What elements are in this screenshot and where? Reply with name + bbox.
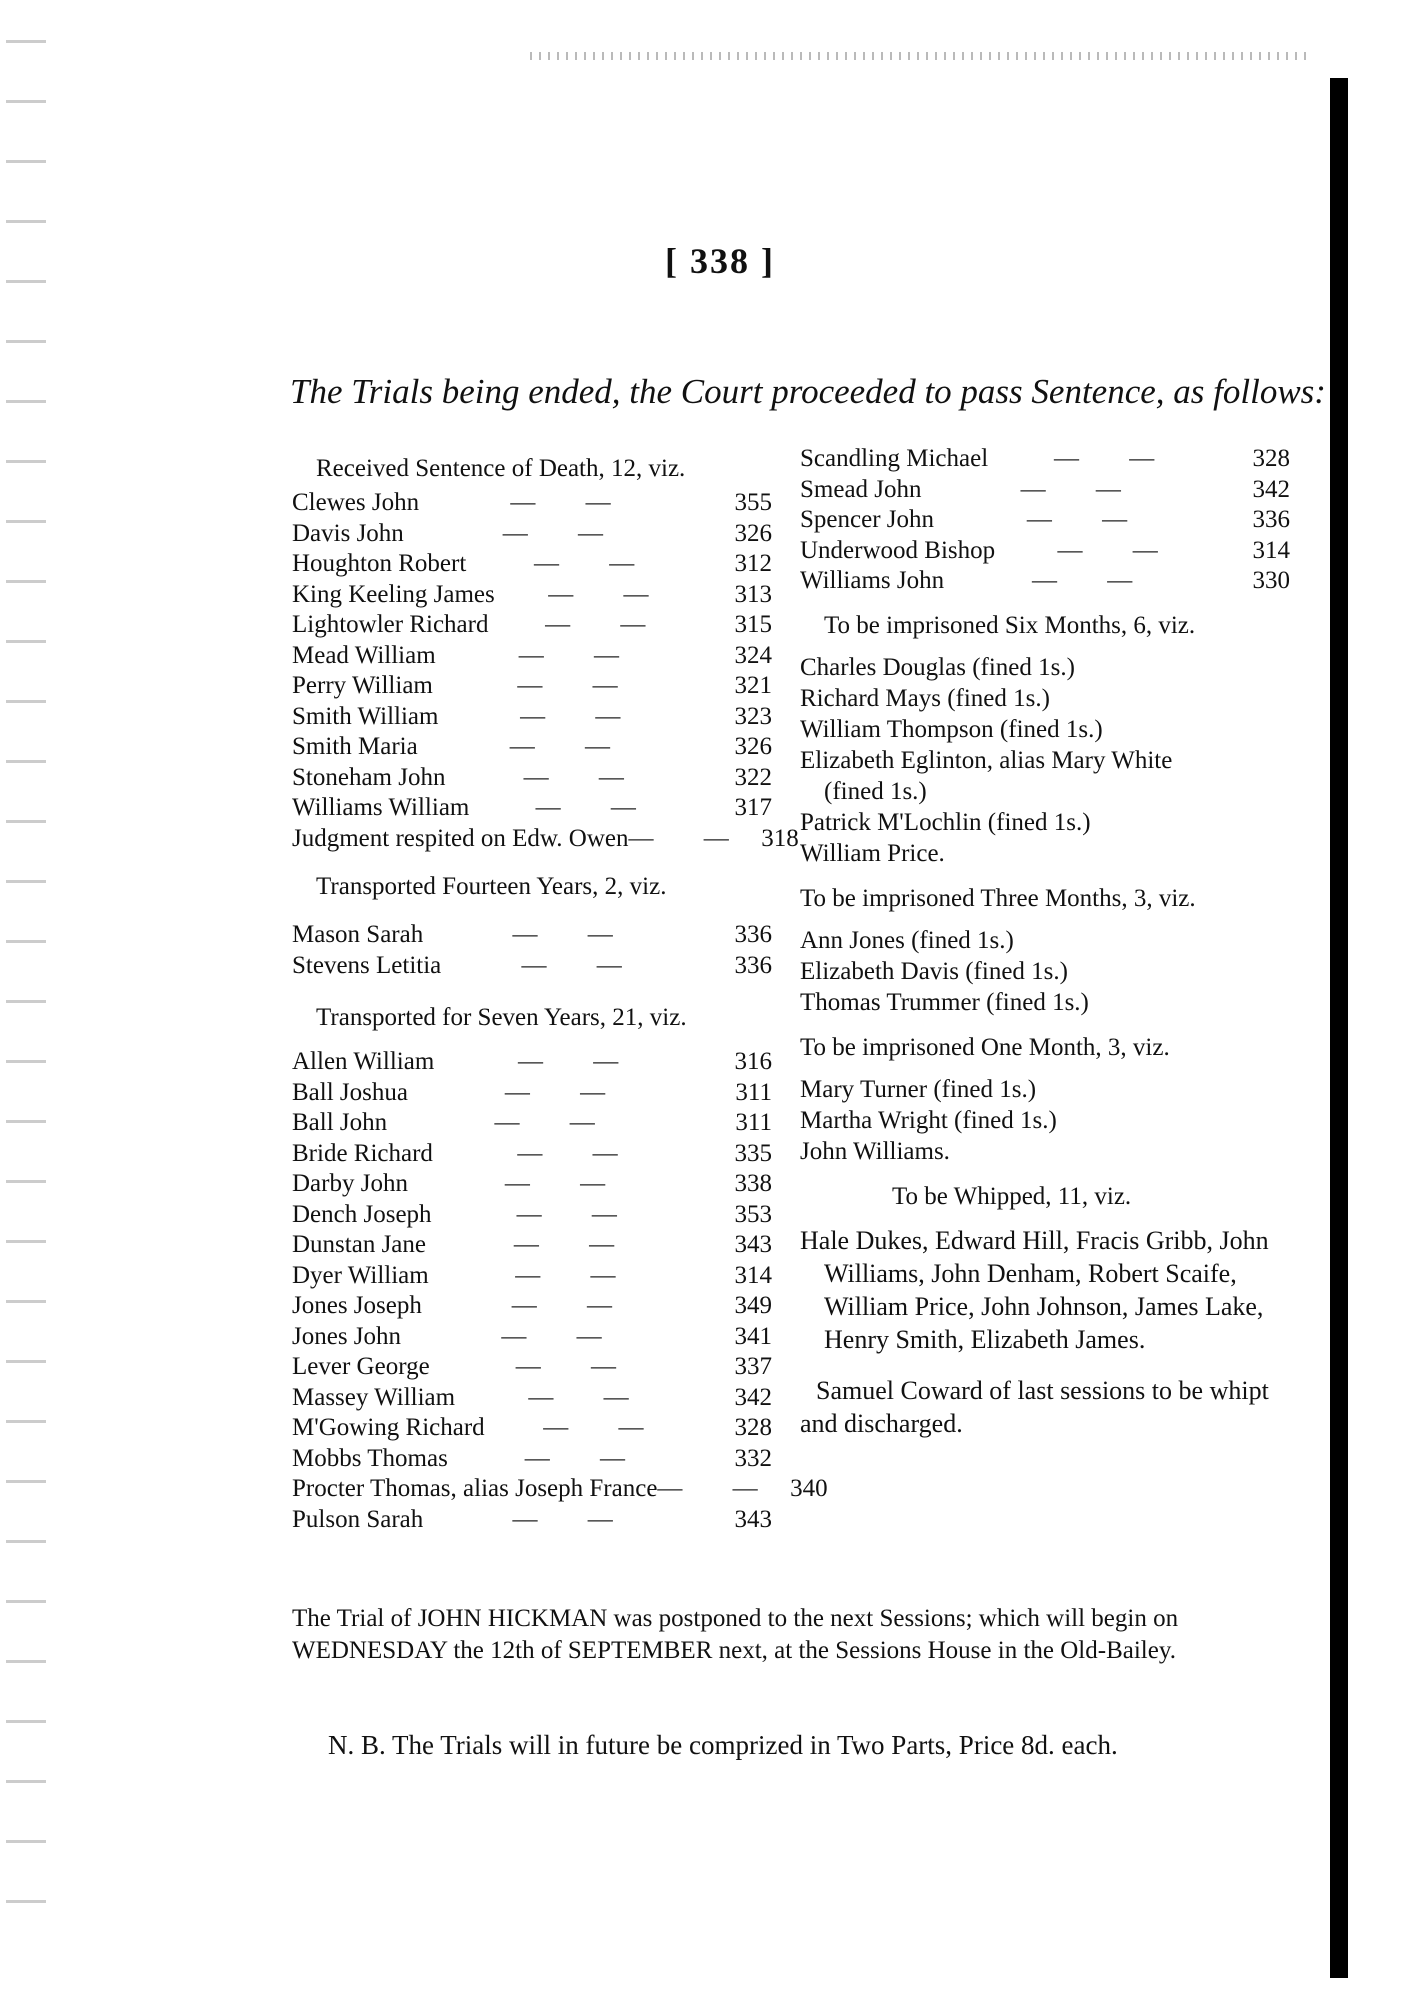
trial-page-ref: 315 — [734, 611, 772, 638]
scan-noise — [530, 52, 1310, 60]
sentence-entry — [292, 1322, 772, 1353]
trial-page-ref: 332 — [734, 1444, 772, 1472]
whipped-note: Samuel Coward of last sessions to be whipt and discharged. — [800, 1375, 1269, 1438]
leader-dashes: — — — [510, 489, 633, 516]
leader-dashes: — — — [504, 1078, 628, 1106]
convict-name: Lever George — [292, 1353, 430, 1380]
sentence-entry — [800, 475, 1290, 506]
section-title-three-months: To be imprisoned Three Months, 3, viz. — [800, 884, 1196, 912]
sentence-entry — [292, 1139, 772, 1170]
sentence-entry — [292, 1383, 772, 1414]
trial-page-ref: 338 — [734, 1170, 772, 1197]
sentence-entry — [292, 610, 772, 641]
sentence-entry — [800, 505, 1290, 536]
sentence-entry: William Thompson (fined 1s.) — [800, 715, 1103, 743]
transported-7-list — [292, 1047, 828, 1535]
sentence-entry — [292, 1230, 772, 1261]
sentence-entry — [292, 488, 772, 519]
leader-dashes: — — — [512, 921, 635, 948]
sentence-entry — [292, 1444, 772, 1475]
section-title-whipped: To be Whipped, 11, viz. — [892, 1182, 1132, 1210]
sentence-entry: (fined 1s.) — [824, 777, 927, 805]
nota-bene: N. B. The Trials will in future be comprized in Two Parts, Price 8d. each. — [328, 1730, 1118, 1760]
trial-page-ref: 322 — [734, 763, 772, 791]
sentence-entry — [292, 1108, 772, 1139]
section-title-transported-7: Transported for Seven Years, 21, viz. — [316, 1004, 687, 1031]
leader-dashes: — — — [657, 1475, 780, 1502]
convict-name: Smead John — [800, 475, 922, 503]
sentence-entry: Thomas Trummer (fined 1s.) — [800, 988, 1089, 1016]
trial-page-ref: 326 — [734, 733, 772, 760]
sentence-entry — [292, 1078, 772, 1109]
convict-name: Darby John — [292, 1170, 408, 1197]
convict-name: Mead William — [292, 641, 436, 669]
sentence-entry — [292, 1200, 772, 1231]
convict-name: Procter Thomas, alias Joseph France — [292, 1475, 658, 1502]
leader-dashes: — — — [524, 1444, 648, 1472]
leader-dashes: — — — [1057, 536, 1180, 564]
convict-name: M'Gowing Richard — [292, 1414, 485, 1441]
convict-name: Smith William — [292, 702, 439, 730]
trial-page-ref: 312 — [734, 550, 772, 577]
trial-page-ref: 324 — [734, 641, 772, 669]
sentence-entry — [292, 732, 772, 763]
sentence-entry — [292, 793, 772, 824]
section-title-transported-14: Transported Fourteen Years, 2, viz. — [316, 873, 667, 900]
sentence-entry: Mary Turner (fined 1s.) — [800, 1075, 1037, 1103]
convict-name: Massey William — [292, 1383, 456, 1411]
sentence-entry: Charles Douglas (fined 1s.) — [800, 653, 1075, 681]
leader-dashes: — — — [534, 550, 657, 577]
leader-dashes: — — — [545, 611, 668, 638]
trial-page-ref: 316 — [734, 1048, 772, 1075]
leader-dashes: — — — [515, 1353, 638, 1380]
convict-name: Stoneham John — [292, 763, 446, 791]
sentence-entry: John Williams. — [800, 1137, 950, 1165]
convict-name: Stevens Letitia — [292, 951, 442, 979]
sentence-entry — [292, 824, 799, 855]
convict-name: Spencer John — [800, 506, 934, 533]
trial-page-ref: 353 — [734, 1200, 772, 1228]
trial-page-ref: 311 — [735, 1078, 772, 1106]
convict-name: Lightowler Richard — [292, 611, 489, 638]
trial-page-ref: 336 — [1252, 506, 1290, 533]
leader-dashes: — — — [1020, 475, 1143, 503]
trial-page-ref: 318 — [761, 824, 799, 852]
sentence-entry — [292, 1169, 772, 1200]
convict-name: Williams John — [800, 567, 945, 594]
trial-page-ref: 314 — [734, 1261, 772, 1289]
six-months-list — [800, 653, 1290, 870]
convict-name: Mason Sarah — [292, 921, 424, 948]
convict-name: Williams William — [292, 794, 470, 821]
sentence-entry: Martha Wright (fined 1s.) — [800, 1106, 1057, 1134]
leader-dashes: — — — [504, 1170, 628, 1197]
sentence-entry — [292, 1474, 828, 1505]
sentence-entry — [292, 702, 772, 733]
sentence-entry — [800, 444, 1290, 475]
convict-name: Dyer William — [292, 1261, 429, 1289]
leader-dashes: — — — [494, 1109, 617, 1136]
sentence-entry — [292, 519, 772, 550]
convict-name: Smith Maria — [292, 733, 418, 760]
leader-dashes: — — — [1031, 567, 1155, 594]
sentence-entry — [800, 566, 1290, 597]
leader-dashes: — — — [518, 641, 641, 669]
sentence-entry — [800, 536, 1290, 567]
sentence-entry — [292, 1505, 772, 1536]
leader-dashes: — — — [543, 1414, 666, 1441]
leader-dashes: — — — [517, 672, 640, 699]
sentence-entry — [292, 641, 772, 672]
sentence-entry: Elizabeth Davis (fined 1s.) — [800, 957, 1068, 985]
sentence-entry — [292, 549, 772, 580]
sentence-entry — [292, 1261, 772, 1292]
page-number: [ 338 ] — [665, 241, 775, 281]
death-list — [292, 488, 799, 854]
trial-page-ref: 326 — [734, 519, 772, 547]
leader-dashes: — — — [548, 580, 671, 608]
leader-dashes: — — — [518, 1048, 641, 1075]
one-month-list — [800, 1075, 1290, 1168]
trial-page-ref: 311 — [735, 1109, 772, 1136]
convict-name: Clewes John — [292, 489, 420, 516]
left-column — [292, 454, 828, 1535]
sentence-entry: Ann Jones (fined 1s.) — [800, 926, 1014, 954]
leader-dashes: — — — [501, 1322, 624, 1350]
trial-page-ref: 317 — [734, 794, 772, 821]
sentence-entry — [292, 671, 772, 702]
convict-name: King Keeling James — [292, 580, 495, 608]
convict-name: Pulson Sarah — [292, 1505, 424, 1533]
trial-page-ref: 328 — [1252, 445, 1290, 472]
trial-page-ref: 330 — [1252, 567, 1290, 594]
transported-14-list — [292, 920, 772, 981]
section-title-death: Received Sentence of Death, 12, viz. — [316, 455, 686, 482]
page-heading: The Trials being ended, the Court proceeded to pass Sentence, as follows: — [290, 372, 1326, 411]
trial-page-ref: 337 — [734, 1353, 772, 1380]
leader-dashes: — — — [523, 763, 646, 791]
scan-margin-marks — [6, 40, 46, 1940]
convict-name: Allen William — [292, 1048, 435, 1075]
scan-edge-bar — [1330, 78, 1348, 1978]
sentence-entry — [292, 951, 772, 982]
sentence-entry: Richard Mays (fined 1s.) — [800, 684, 1050, 712]
sentence-entry: Patrick M'Lochlin (fined 1s.) — [800, 808, 1091, 836]
trial-page-ref: 314 — [1252, 536, 1290, 564]
convict-name: Jones John — [292, 1322, 402, 1350]
trial-page-ref: 323 — [734, 702, 772, 730]
convict-name: Mobbs Thomas — [292, 1444, 448, 1472]
leader-dashes: — — — [513, 1231, 637, 1258]
leader-dashes: — — — [521, 951, 644, 979]
trial-page-ref: 342 — [734, 1383, 772, 1411]
section-title-six-months: To be imprisoned Six Months, 6, viz. — [824, 611, 1196, 639]
trial-page-ref: 343 — [734, 1231, 772, 1258]
convict-name: Perry William — [292, 672, 433, 699]
leader-dashes: — — — [502, 519, 626, 547]
leader-dashes: — — — [509, 733, 632, 760]
sentence-entry: Elizabeth Eglinton, alias Mary White — [800, 746, 1173, 774]
leader-dashes: — — — [520, 702, 643, 730]
convict-name: Dunstan Jane — [292, 1231, 426, 1258]
section-title-one-month: To be imprisoned One Month, 3, viz. — [800, 1033, 1170, 1061]
convict-name: Dench Joseph — [292, 1200, 432, 1228]
sentence-entry — [292, 1413, 772, 1444]
leader-dashes: — — — [535, 794, 658, 821]
sentence-entry — [292, 1291, 772, 1322]
trial-page-ref: 340 — [790, 1475, 828, 1502]
trial-page-ref: 343 — [734, 1505, 772, 1533]
leader-dashes: — — — [515, 1261, 638, 1289]
convict-name: Ball Joshua — [292, 1078, 408, 1106]
leader-dashes: — — — [528, 1383, 651, 1411]
trial-page-ref: 336 — [734, 951, 772, 979]
sentence-entry: William Price. — [800, 839, 945, 867]
convict-name: Jones Joseph — [292, 1292, 422, 1319]
convict-name: Scandling Michael — [800, 445, 989, 472]
leader-dashes: — — — [516, 1200, 639, 1228]
convict-name: Houghton Robert — [292, 550, 467, 577]
convict-name: Ball John — [292, 1109, 388, 1136]
sentence-entry — [292, 580, 772, 611]
trial-page-ref: 342 — [1252, 475, 1290, 503]
right-column — [800, 445, 1290, 1440]
leader-dashes: — — — [628, 824, 751, 852]
trial-page-ref: 341 — [734, 1322, 772, 1350]
sentence-entry — [292, 1047, 772, 1078]
convict-name: Bride Richard — [292, 1139, 433, 1167]
sentence-entry — [292, 763, 772, 794]
transported-7-continued-list — [800, 444, 1290, 597]
sentence-entry — [292, 1352, 772, 1383]
trial-page-ref: 335 — [734, 1139, 772, 1167]
leader-dashes: — — — [1026, 506, 1150, 533]
trial-page-ref: 355 — [734, 489, 772, 516]
leader-dashes: — — — [512, 1505, 635, 1533]
convict-name: Davis John — [292, 519, 404, 547]
trial-page-ref: 349 — [734, 1292, 772, 1319]
leader-dashes: — — — [511, 1292, 635, 1319]
trial-page-ref: 328 — [734, 1414, 772, 1441]
postponed-trial-notice: The Trial of JOHN HICKMAN was postponed to the next Sessions; which will begin on WEDNESDAY the 12th of SEPTEMBER next, at the Sessions House in the Old-Bailey. — [292, 1605, 1179, 1664]
convict-name: Underwood Bishop — [800, 536, 996, 564]
sentence-entry — [292, 920, 772, 951]
leader-dashes: — — — [1053, 445, 1177, 472]
leader-dashes: — — — [517, 1139, 640, 1167]
trial-page-ref: 336 — [734, 921, 772, 948]
three-months-list — [800, 926, 1290, 1019]
convict-name: Judgment respited on Edw. Owen — [292, 824, 629, 852]
trial-page-ref: 321 — [734, 672, 772, 699]
trial-page-ref: 313 — [734, 580, 772, 608]
whipped-names: Hale Dukes, Edward Hill, Fracis Gribb, John Williams, John Denham, Robert Scaife, William Price, John Johnson, James Lake, Henry Smith, Elizabeth James. — [800, 1225, 1269, 1354]
